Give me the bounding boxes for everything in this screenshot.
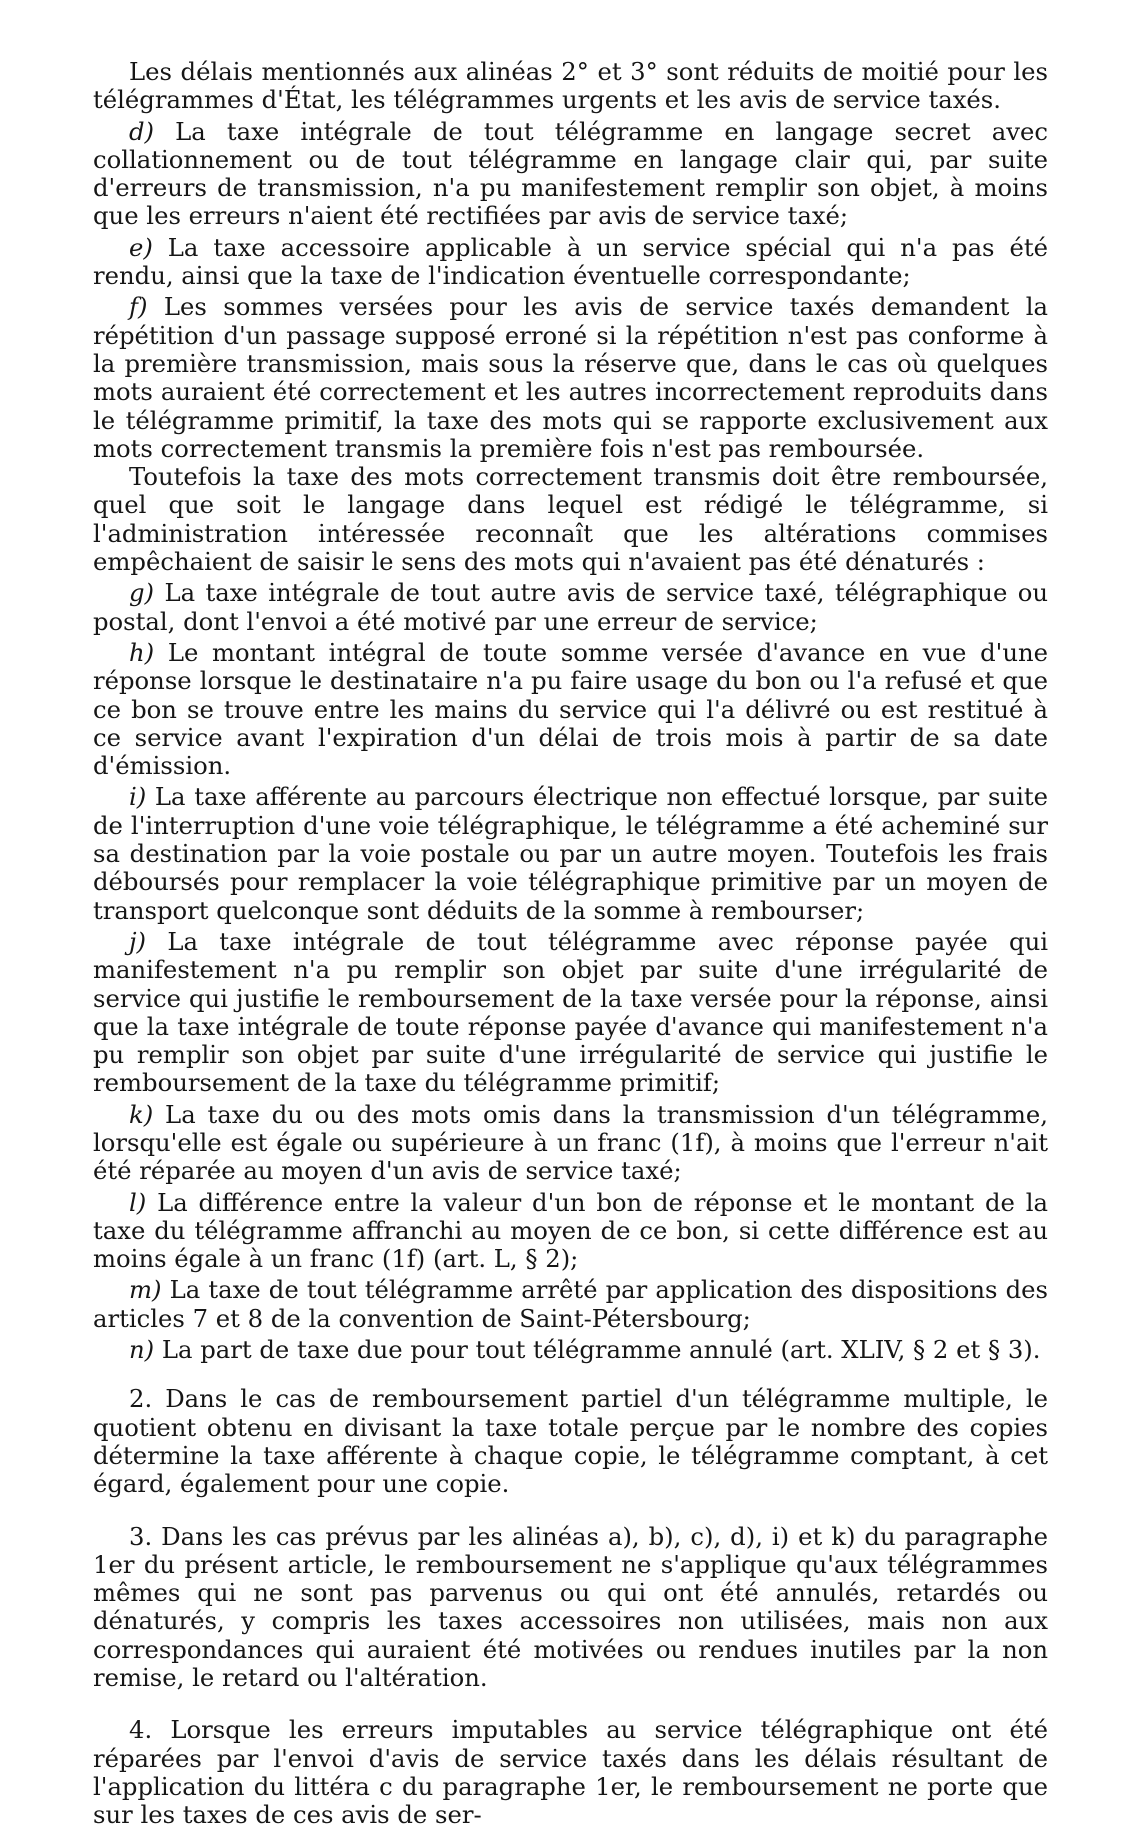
item-g: [93, 579, 1048, 636]
paragraph-text: 4. Lorsque les erreurs imputables au service télégraphique ont été réparées par l'envoi d'avis de service taxés dans les délais résultant de l'application du littéra c du paragraphe 1er, le remboursement ne porte que sur les taxes de ces avis de ser-: [93, 1715, 1048, 1830]
item-n: [93, 1336, 1048, 1364]
item-l: [93, 1189, 1048, 1274]
item-letter: h): [129, 637, 155, 667]
item-text: La taxe intégrale de tout télégramme avec réponse payée qui manifestement n'a pu remplir son objet par suite d'une irrégularité de service qui justifie le remboursement de la taxe versée pour la réponse, ainsi que la taxe intégrale de toute réponse payée d'avance qui manifestement n'a pu remplir son objet par suite d'une irrégularité de service qui justifie le remboursement de la taxe du télégramme primitif;: [93, 926, 1048, 1098]
item-text: La taxe accessoire applicable à un service spécial qui n'a pas été rendu, ainsi que la taxe de l'indication éventuelle correspondante;: [93, 232, 1048, 291]
item-text: Le montant intégral de toute somme versée d'avance en vue d'une réponse lorsque le destinataire n'a pu faire usage du bon ou l'a refusé et que ce bon se trouve entre les mains du service qui l'a délivré ou est restitué à ce service avant l'expiration d'un délai de trois mois à partir de sa date d'émission.: [93, 637, 1048, 781]
item-e: [93, 234, 1048, 291]
paragraph-toutefois: [93, 463, 1048, 576]
item-f: [93, 293, 1048, 463]
item-text: La part de taxe due pour tout télégramme annulé (art. XLIV, § 2 et § 3).: [154, 1335, 1041, 1365]
paragraph-text: 3. Dans les cas prévus par les alinéas a), b), c), d), i) et k) du paragraphe 1er du présent article, le remboursement ne s'applique qu'aux télégrammes mêmes qui ne sont pas parvenus ou qui ont été annulés, retardés ou dénaturés, y compris les taxes accessoires non utilisées, mais non aux correspondances qui auraient été motivées ou rendues inutiles par la non remise, le retard ou l'altération.: [93, 1521, 1048, 1693]
item-letter: m): [129, 1275, 162, 1305]
section-4: [93, 1716, 1048, 1829]
item-text: La différence entre la valeur d'un bon de réponse et le montant de la taxe du télégramme affranchi au moyen de ce bon, si cette différence est au moins égale à un franc (1f) (art. L, § 2);: [93, 1187, 1048, 1274]
document-page: [93, 58, 1048, 1830]
item-text: La taxe intégrale de tout télégramme en langage secret avec collationnement ou de tout télégramme en langage clair qui, par suite d'erreurs de transmission, n'a pu manifestement remplir son objet, à moins que les erreurs n'aient été rectifiées par avis de service taxé;: [93, 116, 1048, 231]
item-text: La taxe afférente au parcours électrique non effectué lorsque, par suite de l'interruption d'une voie télégraphique, le télégramme a été acheminé sur sa destination par la voie postale ou par un autre moyen. Toutefois les frais déboursés pour remplacer la voie télégraphique primitive par un moyen de transport quelconque sont déduits de la somme à rembourser;: [93, 782, 1048, 925]
paragraph-text: 2. Dans le cas de remboursement partiel d'un télégramme multiple, le quotient obtenu en divisant la taxe totale perçue par le nombre des copies détermine la taxe afférente à chaque copie, le télégramme comptant, à cet égard, également pour une copie.: [93, 1384, 1048, 1499]
item-letter: d): [129, 116, 155, 146]
item-letter: n): [129, 1335, 155, 1365]
item-letter: f): [129, 292, 148, 322]
item-j: [93, 928, 1048, 1098]
item-letter: g): [129, 578, 155, 608]
item-letter: k): [129, 1099, 154, 1129]
item-letter: i): [129, 782, 147, 812]
item-letter: j): [129, 926, 147, 956]
item-letter: e): [129, 232, 153, 262]
paragraph-text: Toutefois la taxe des mots correctement transmis doit être remboursée, quel que soit le langage dans lequel est rédigé le télégramme, si l'administration intéressée reconnaît que les altérations commises empêchaient de saisir le sens des mots qui n'avaient pas été dénaturés :: [93, 462, 1048, 577]
item-k: [93, 1101, 1048, 1186]
item-text: La taxe du ou des mots omis dans la transmission d'un télégramme, lorsqu'elle est égale ou supérieure à un franc (1f), à moins que l'erreur n'ait été réparée au moyen d'un avis de service taxé;: [93, 1099, 1048, 1186]
section-3: [93, 1523, 1048, 1693]
paragraph-intro: [93, 58, 1048, 115]
item-h: [93, 639, 1048, 780]
item-d: [93, 118, 1048, 231]
section-2: [93, 1385, 1048, 1498]
item-text: La taxe de tout télégramme arrêté par application des dispositions des articles 7 et 8 de la convention de Saint-Pétersbourg;: [93, 1275, 1048, 1333]
item-text: La taxe intégrale de tout autre avis de service taxé, télégraphique ou postal, dont l'envoi a été motivé par une erreur de service;: [93, 578, 1048, 636]
item-letter: l): [129, 1187, 147, 1217]
paragraph-text: Les délais mentionnés aux alinéas 2° et 3° sont réduits de moitié pour les télégrammes d'État, les télégrammes urgents et les avis de service taxés.: [93, 57, 1048, 115]
item-text: Les sommes versées pour les avis de service taxés demandent la répétition d'un passage supposé erroné si la répétition n'est pas conforme à la première transmission, mais sous la réserve que, dans le cas où quelques mots auraient été correctement et les autres incorrectement reproduits dans le télégramme primitif, la taxe des mots qui se rapporte exclusivement aux mots correctement transmis la première fois n'est pas remboursée.: [93, 292, 1048, 463]
item-m: [93, 1276, 1048, 1333]
item-i: [93, 783, 1048, 924]
